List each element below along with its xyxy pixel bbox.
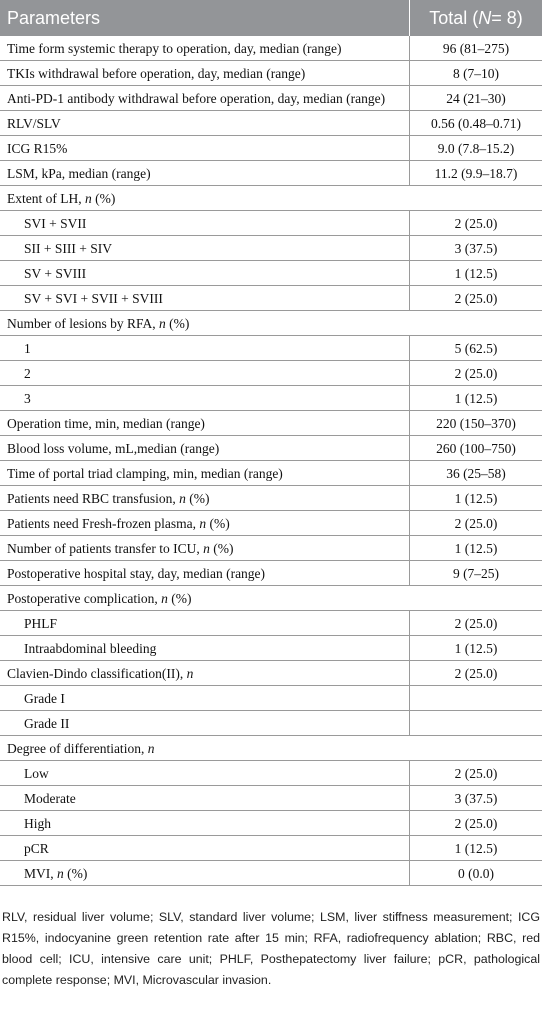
total-cell: 2 (25.0) <box>409 661 542 685</box>
table-body <box>0 36 542 886</box>
table-header <box>0 0 542 36</box>
parameter-cell: 3 <box>24 391 31 406</box>
total-cell: 2 (25.0) <box>409 361 542 385</box>
table-row <box>0 511 542 536</box>
total-cell: 1 (12.5) <box>409 536 542 560</box>
total-cell: 3 (37.5) <box>409 236 542 260</box>
table-row <box>0 661 542 686</box>
table-row <box>0 786 542 811</box>
total-cell: 5 (62.5) <box>409 336 542 360</box>
parameter-cell: Intraabdominal bleeding <box>24 641 157 656</box>
total-cell: 2 (25.0) <box>409 286 542 310</box>
parameter-cell: pCR <box>24 841 49 856</box>
parameter-cell: Clavien-Dindo classification(II), n <box>7 666 194 681</box>
table-row <box>0 261 542 286</box>
total-cell: 1 (12.5) <box>409 486 542 510</box>
table-row <box>0 186 542 211</box>
table-row <box>0 736 542 761</box>
table-row <box>0 311 542 336</box>
table-row <box>0 861 542 886</box>
table-row <box>0 86 542 111</box>
total-cell: 96 (81–275) <box>409 36 542 60</box>
parameter-cell: Moderate <box>24 791 76 806</box>
table-row <box>0 586 542 611</box>
parameter-cell: Number of patients transfer to ICU, n (%) <box>7 541 234 556</box>
table-row <box>0 761 542 786</box>
parameter-cell: Operation time, min, median (range) <box>7 416 205 431</box>
table-row <box>0 611 542 636</box>
parameter-cell: Grade II <box>24 716 70 731</box>
table-row <box>0 636 542 661</box>
parameter-cell: Degree of differentiation, n <box>7 741 155 756</box>
total-cell: 0.56 (0.48–0.71) <box>409 111 542 135</box>
parameter-cell: 1 <box>24 341 31 356</box>
header-total: Total ( N = 8) <box>409 0 542 36</box>
table-row <box>0 811 542 836</box>
table-row <box>0 336 542 361</box>
table-row <box>0 411 542 436</box>
parameter-cell: RLV/SLV <box>7 116 61 131</box>
parameter-cell: Time form systemic therapy to operation, day, median (range) <box>7 41 342 56</box>
parameter-cell: SV + SVIII <box>24 266 87 281</box>
parameter-cell: Time of portal triad clamping, min, median (range) <box>7 466 283 481</box>
table-row <box>0 361 542 386</box>
parameter-cell: SV + SVI + SVII + SVIII <box>24 291 163 306</box>
table-row <box>0 236 542 261</box>
total-cell: 24 (21–30) <box>409 86 542 110</box>
table-row <box>0 436 542 461</box>
parameter-cell: 2 <box>24 366 31 381</box>
total-cell: 11.2 (9.9–18.7) <box>409 161 542 185</box>
table-row <box>0 561 542 586</box>
table-row <box>0 711 542 736</box>
parameter-cell: Grade I <box>24 691 65 706</box>
parameter-cell: Blood loss volume, mL,median (range) <box>7 441 220 456</box>
parameter-cell: Extent of LH, n (%) <box>7 191 116 206</box>
total-cell: 1 (12.5) <box>409 636 542 660</box>
parameter-cell: Postoperative complication, n (%) <box>7 591 192 606</box>
header-parameters: Parameters <box>7 7 101 28</box>
total-cell: 2 (25.0) <box>409 511 542 535</box>
parameter-cell: MVI, n (%) <box>24 866 88 881</box>
table-row <box>0 836 542 861</box>
table-row <box>0 686 542 711</box>
parameter-cell: Postoperative hospital stay, day, median (range) <box>7 566 266 581</box>
table-row <box>0 136 542 161</box>
total-cell: 9 (7–25) <box>409 561 542 585</box>
table-row <box>0 286 542 311</box>
total-cell: 1 (12.5) <box>409 261 542 285</box>
table-row <box>0 161 542 186</box>
total-cell: 9.0 (7.8–15.2) <box>409 136 542 160</box>
total-cell: 36 (25–58) <box>409 461 542 485</box>
total-cell <box>409 711 542 735</box>
total-cell: 1 (12.5) <box>409 386 542 410</box>
total-cell: 8 (7–10) <box>409 61 542 85</box>
table-row <box>0 111 542 136</box>
total-cell: 2 (25.0) <box>409 611 542 635</box>
total-cell: 0 (0.0) <box>409 861 542 885</box>
parameter-cell: SII + SIII + SIV <box>24 241 112 256</box>
parameter-cell: Patients need Fresh-frozen plasma, n (%) <box>7 516 230 531</box>
parameter-cell: SVI + SVII <box>24 216 87 231</box>
parameter-cell: ICG R15% <box>7 141 68 156</box>
table-row <box>0 36 542 61</box>
table-row <box>0 536 542 561</box>
parameter-cell: PHLF <box>24 616 58 631</box>
table-row <box>0 211 542 236</box>
total-cell: 260 (100–750) <box>409 436 542 460</box>
table-row <box>0 461 542 486</box>
total-cell: 2 (25.0) <box>409 811 542 835</box>
table-row <box>0 486 542 511</box>
parameter-cell: TKIs withdrawal before operation, day, median (range) <box>7 66 306 81</box>
table-footnote: RLV, residual liver volume; SLV, standard liver volume; LSM, liver stiffness measurement; ICG R15%, indocyanine green retention rate after 15 min; RFA, radiofrequency ablation; RBC, red blood cell; ICU, intensive care unit; PHLF, Posthepatectomy liver failure; pCR, pathological complete response; MVI, Microvascular invasion. <box>2 910 540 987</box>
parameter-cell: LSM, kPa, median (range) <box>7 166 151 181</box>
total-cell: 3 (37.5) <box>409 786 542 810</box>
parameter-cell: Low <box>24 766 49 781</box>
total-cell: 1 (12.5) <box>409 836 542 860</box>
total-cell: 2 (25.0) <box>409 211 542 235</box>
parameter-cell: High <box>24 816 51 831</box>
table-row <box>0 61 542 86</box>
parameter-cell: Number of lesions by RFA, n (%) <box>7 316 190 331</box>
parameter-cell: Anti-PD-1 antibody withdrawal before operation, day, median (range) <box>7 91 386 106</box>
total-cell: 220 (150–370) <box>409 411 542 435</box>
total-cell <box>409 686 542 710</box>
total-cell: 2 (25.0) <box>409 761 542 785</box>
table-row <box>0 386 542 411</box>
parameter-cell: Patients need RBC transfusion, n (%) <box>7 491 210 506</box>
